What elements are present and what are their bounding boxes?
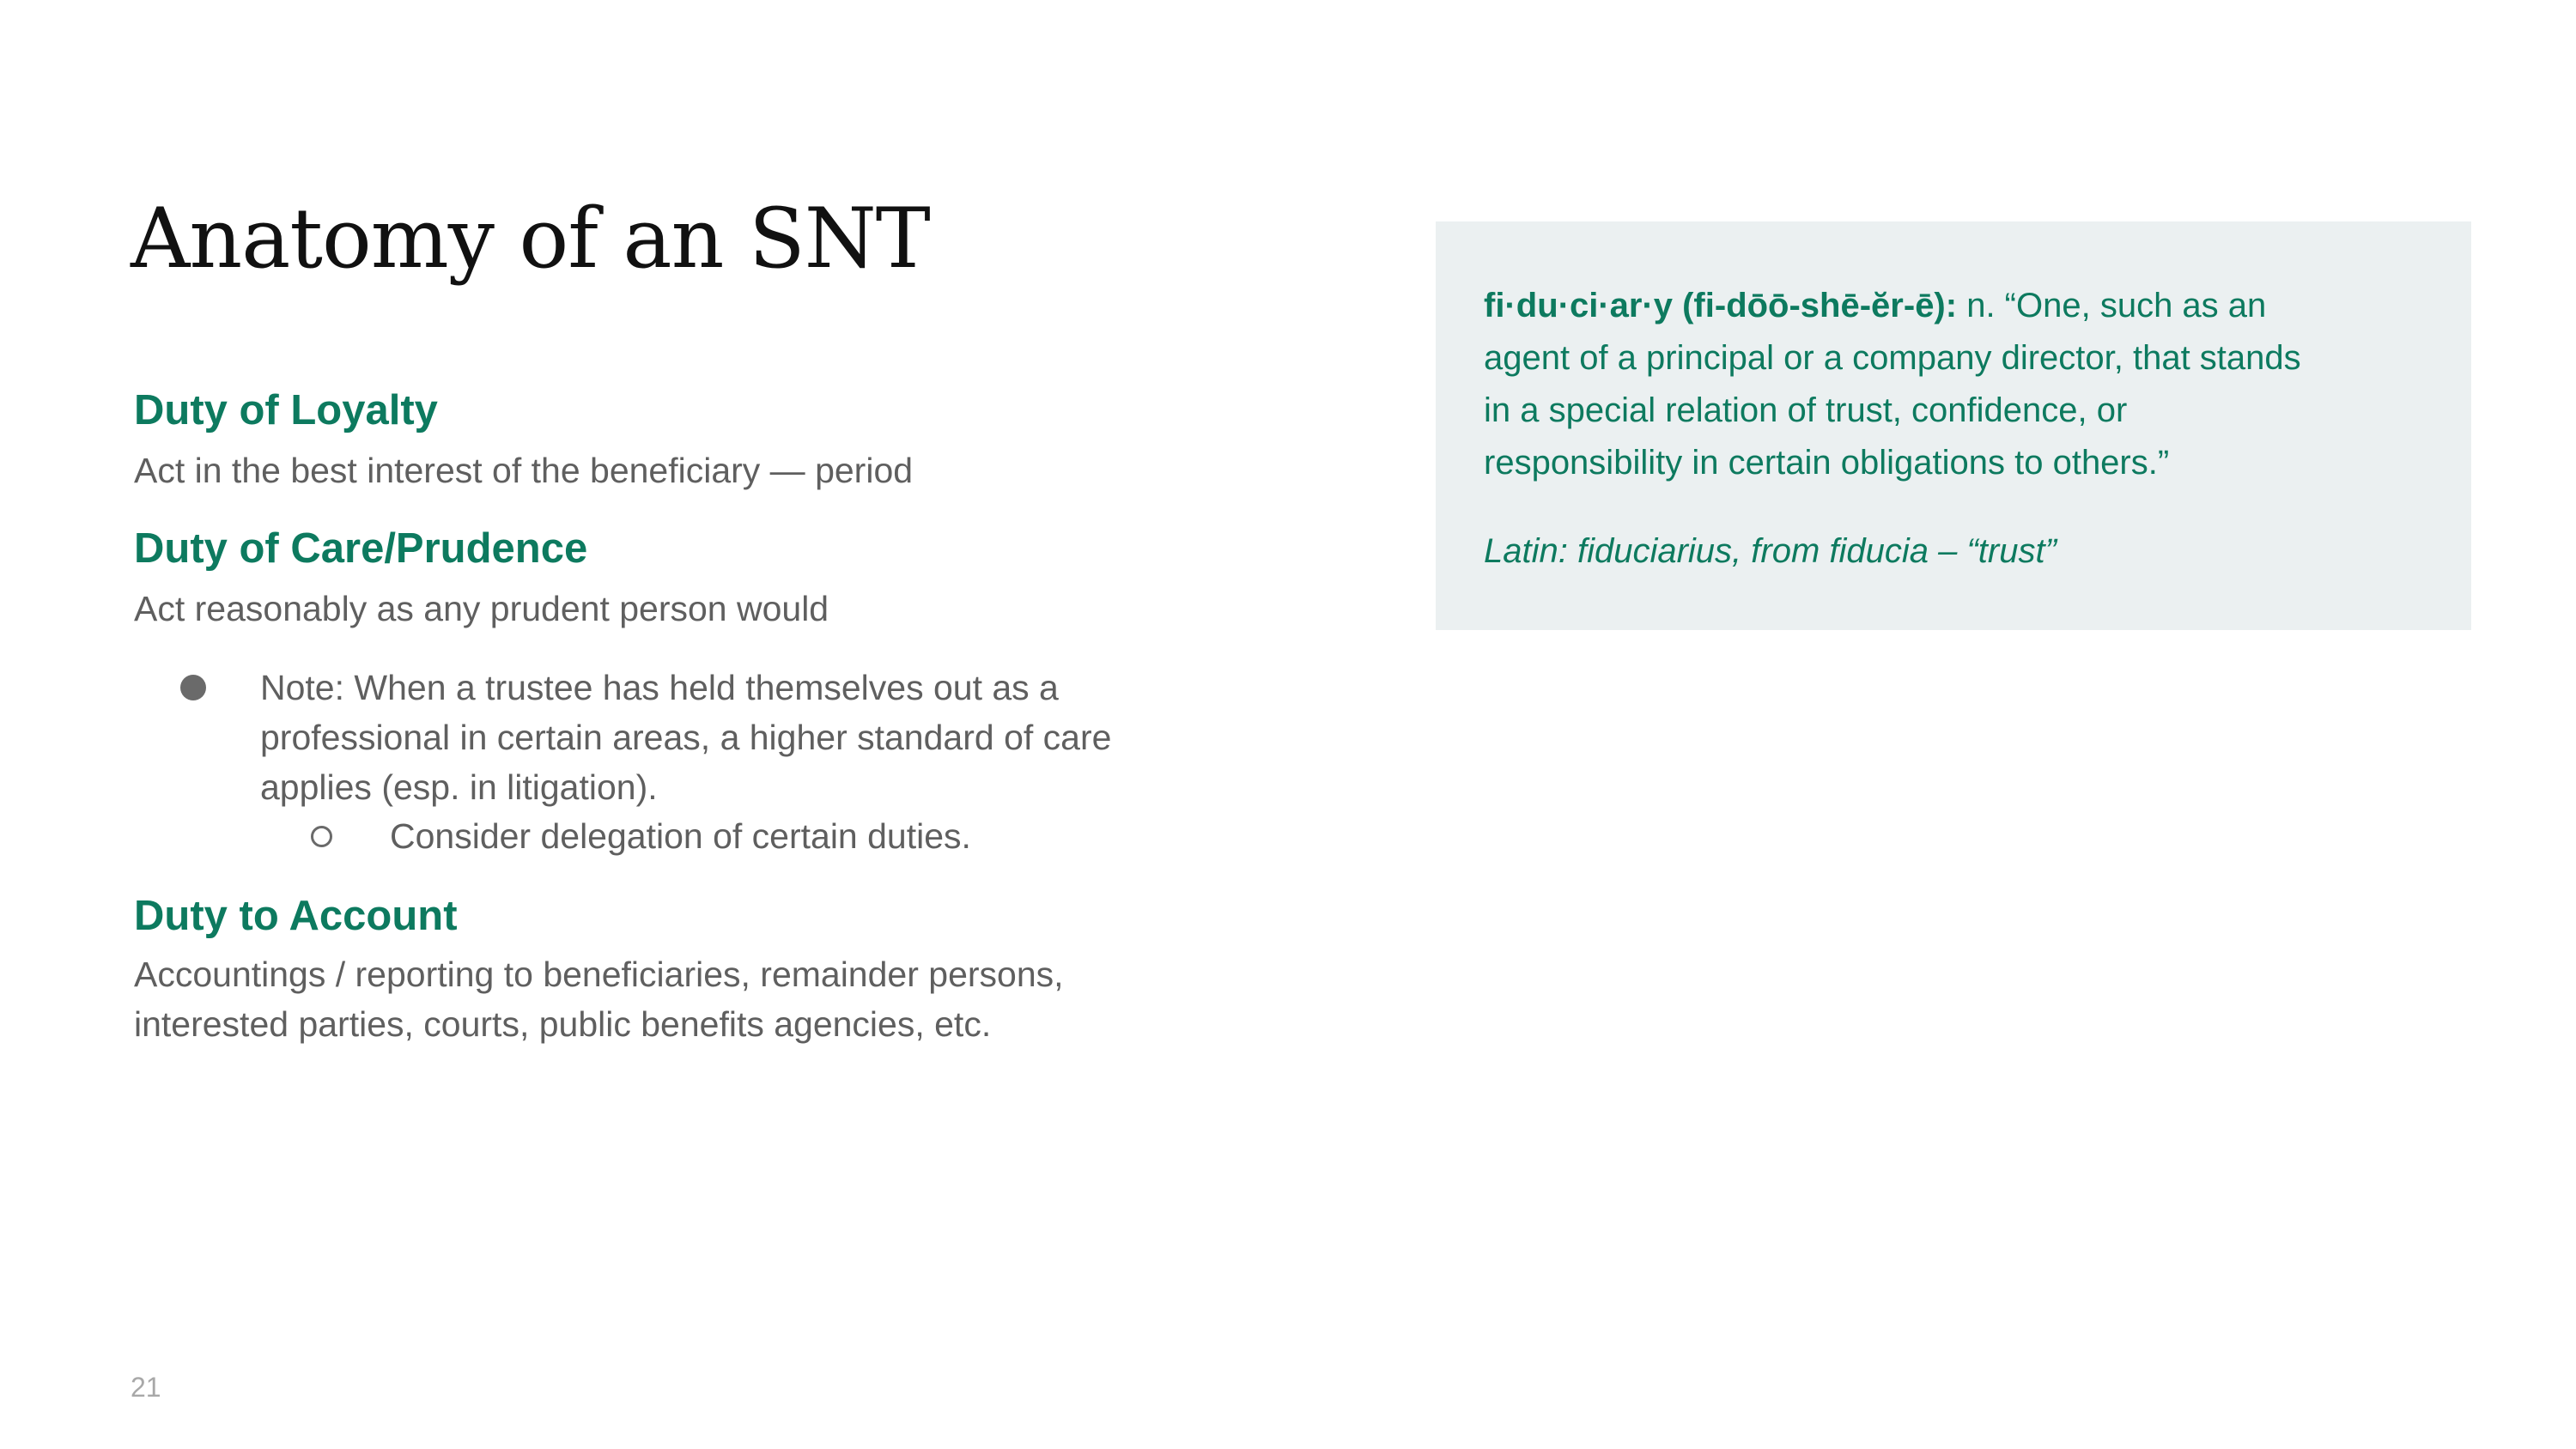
duty-care-description: Act reasonably as any prudent person would	[134, 589, 829, 628]
care-note-line: Note: When a trustee has held themselves out as a	[260, 668, 1059, 707]
duty-account-heading: Duty to Account	[134, 893, 458, 939]
duty-loyalty-heading: Duty of Loyalty	[134, 387, 438, 433]
care-note-line: professional in certain areas, a higher standard of care	[260, 718, 1112, 757]
account-description-line: interested parties, courts, public benefits agencies, etc.	[134, 1004, 992, 1044]
care-sub-note: Consider delegation of certain duties.	[390, 816, 971, 856]
definition-term: fi·du·ci·ar·y (fi-dōō-shē-ĕr-ē):	[1484, 287, 1958, 324]
care-note-line: applies (esp. in litigation).	[260, 767, 658, 807]
definition-line: n. “One, such as an	[1957, 287, 2267, 324]
page-number: 21	[131, 1372, 161, 1403]
care-note	[260, 663, 1111, 812]
account-description-line: Accountings / reporting to beneficiaries, remainder persons,	[134, 955, 1064, 994]
duty-account-description	[134, 949, 1064, 1049]
definition-line: in a special relation of trust, confidence, or	[1484, 391, 2128, 429]
definition-box	[1436, 221, 2471, 630]
duty-care-heading: Duty of Care/Prudence	[134, 525, 588, 572]
duty-loyalty-description: Act in the best interest of the beneficiary — period	[134, 451, 914, 490]
hollow-bullet-icon	[311, 826, 332, 847]
slide-title: Anatomy of an SNT	[131, 191, 930, 287]
definition-line: agent of a principal or a company director, that stands	[1484, 339, 2301, 377]
definition-text	[1484, 280, 2423, 489]
filled-bullet-icon	[180, 675, 206, 700]
definition-line: responsibility in certain obligations to others.”	[1484, 444, 2170, 482]
definition-etymology: Latin: fiduciarius, from fiducia – “trust”	[1484, 532, 2057, 570]
